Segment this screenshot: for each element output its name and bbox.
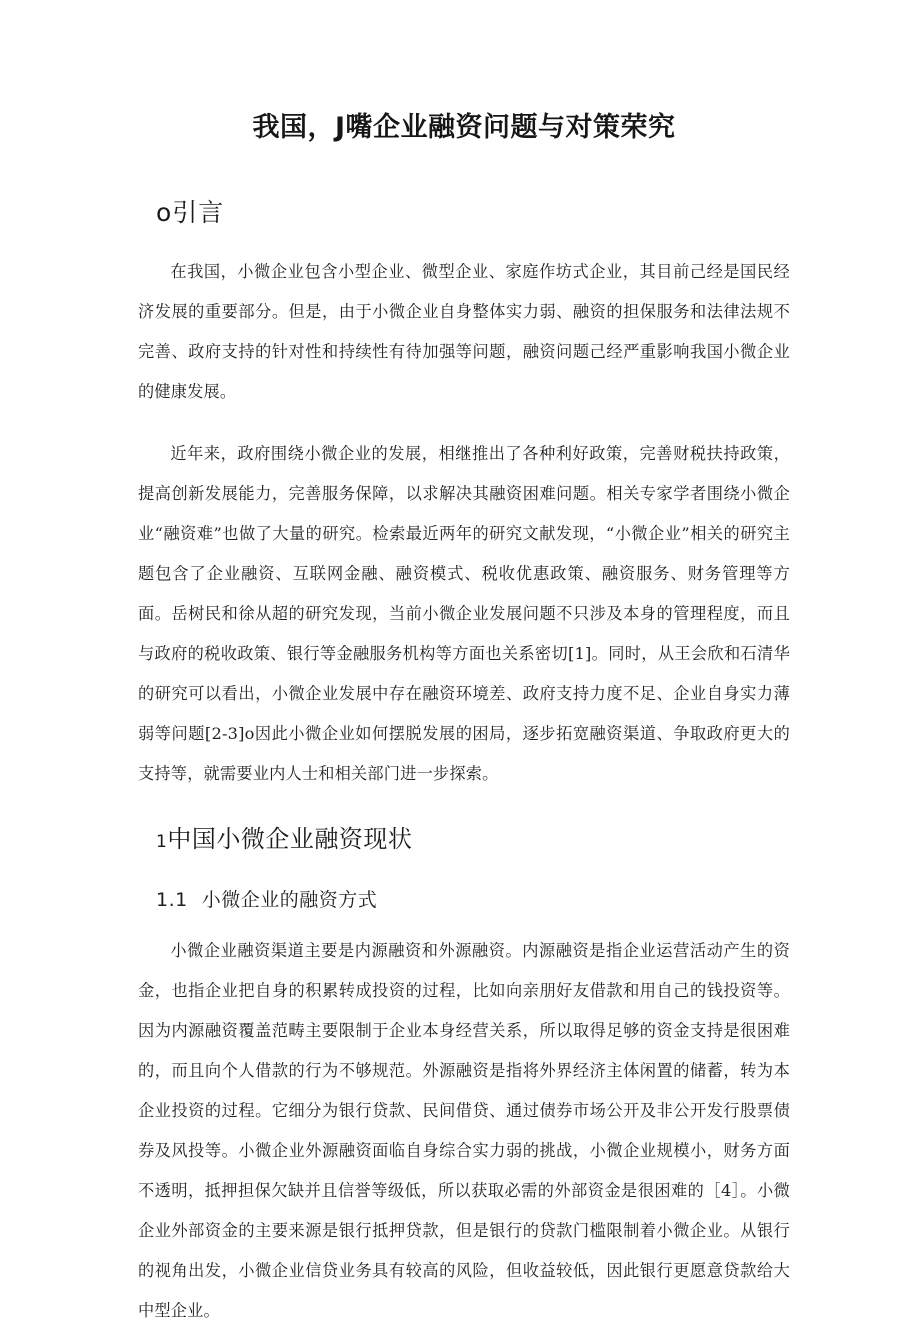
- page-content: [138, 0, 790, 1331]
- section-heading-financing-status: [138, 794, 790, 859]
- paragraph-intro-1: 在我国，小微企业包含小型企业、微型企业、家庭作坊式企业，其目前己经是国民经济发展的重要部分。但是，由于小微企业自身整体实力弱、融资的担保服务和法律法规不完善、政府支持的针对性和持续性有待加强等问题，融资问题己经严重影响我国小微企业的健康发展。: [138, 262, 790, 401]
- paragraph-intro-2: 近年来，政府围绕小微企业的发展，相继推出了各种利好政策，完善财税扶持政策，提高创新发展能力，完善服务保障，以求解决其融资困难问题。相关专家学者围绕小微企业“融资难”也做了大量的研究。检索最近两年的研究文献发现，“小微企业”相关的研究主题包含了企业融资、互联网金融、融资模式、税收优惠政策、融资服务、财务管理等方面。岳树民和徐从超的研究发现，当前小微企业发展问题不只涉及本身的管理程度，而且与政府的税收政策、银行等金融服务机构等方面也关系密切[1]。同时，从王会欣和石清华的研究可以看出，小微企业发展中存在融资环境差、政府支持力度不足、企业自身实力薄弱等问题[2-3]o因此小微企业如何摆脱发展的困局，逐步拓宽融资渠道、争取政府更大的支持等，就需要业内人士和相关部门进一步探索。: [138, 444, 790, 783]
- subsection-heading-financing-methods: [138, 859, 790, 915]
- section-heading-introduction: o引言: [156, 198, 225, 227]
- subsection-number: 1.1: [156, 889, 188, 911]
- section-heading-text: 中国小微企业融资现状: [167, 825, 413, 853]
- paragraph-financing-methods-1: 小微企业融资渠道主要是内源融资和外源融资。内源融资是指企业运营活动产生的资金，也指企业把自身的积累转成投资的过程，比如向亲朋好友借款和用自己的钱投资等。因为内源融资覆盖范畴主要限制于企业本身经营关系，所以取得足够的资金支持是很困难的，而且向个人借款的行为不够规范。外源融资是指将外界经济主体闲置的储蓄，转为本企业投资的过程。它细分为银行贷款、民间借贷、通过债券市场公开及非公开发行股票债券及风投等。小微企业外源融资面临自身综合实力弱的挑战，小微企业规模小，财务方面不透明，抵押担保欠缺并且信誉等级低，所以获取必需的外部资金是很困难的［4］。小微企业外部资金的主要来源是银行抵押贷款，但是银行的贷款门槛限制着小微企业。从银行的视角出发，小微企业信贷业务具有较高的风险，但收益较低，因此银行更愿意贷款给大中型企业。: [138, 941, 790, 1320]
- subsection-heading-text: 小微企业的融资方式: [201, 889, 378, 911]
- section-number: 1: [156, 832, 168, 852]
- page-title: 我国，J嘴企业融资问题与对策荣究: [252, 112, 676, 143]
